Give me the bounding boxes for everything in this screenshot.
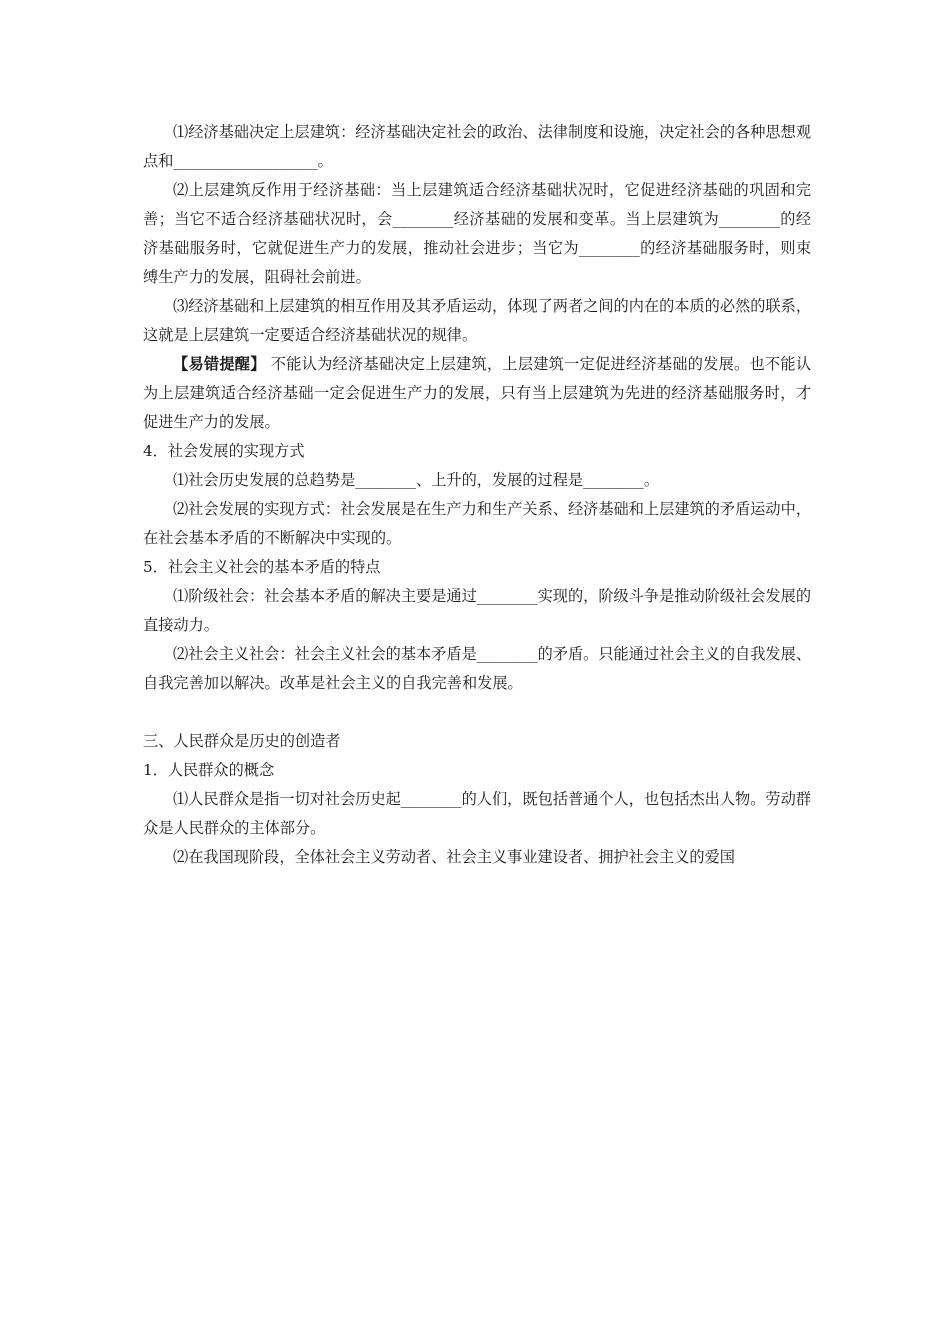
paragraph-socialist-society: ⑵社会主义社会：社会主义社会的基本矛盾是________的矛盾。只能通过社会主义的自我发展、自我完善加以解决。改革是社会主义的自我完善和发展。 [143, 645, 811, 692]
heading-5: 5．社会主义社会的基本矛盾的特点 [143, 558, 381, 576]
paragraph-class-society: ⑴阶级社会：社会基本矛盾的解决主要是通过________实现的，阶级斗争是推动阶级社会发展的直接动力。 [143, 587, 811, 634]
heading-1: 1．人民群众的概念 [143, 761, 275, 779]
paragraph-people-definition: ⑴人民群众是指一切对社会历史起________的人们，既包括普通个人，也包括杰出人物。劳动群众是人民群众的主体部分。 [143, 790, 811, 837]
paragraph-superstructure-reacts: ⑵上层建筑反作用于经济基础：当上层建筑适合经济基础状况时，它促进经济基础的巩固和完善；当它不适合经济基础状况时，会________经济基础的发展和变革。当上层建筑为________的经济基础服务时，它就促进生产力的发展，推动社会进步；当它为________的经济基础服务时，则束缚生产力的发展，阻碍社会前进。 [143, 181, 811, 286]
document-body [143, 118, 811, 872]
error-tip-body: 不能认为经济基础决定上层建筑，上层建筑一定促进经济基础的发展。也不能认为上层建筑适合经济基础一定会促进生产力的发展，只有当上层建筑为先进的经济基础服务时，才促进生产力的发展。 [143, 355, 812, 431]
paragraph-current-stage: ⑵在我国现阶段，全体社会主义劳动者、社会主义事业建设者、拥护社会主义的爱国 [173, 848, 735, 866]
section-gap [143, 698, 811, 727]
paragraph-realization: ⑵社会发展的实现方式：社会发展是在生产力和生产关系、经济基础和上层建筑的矛盾运动中，在社会基本矛盾的不断解决中实现的。 [143, 500, 811, 547]
section-heading-3: 三、人民群众是历史的创造者 [143, 732, 341, 750]
paragraph-interaction-law: ⑶经济基础和上层建筑的相互作用及其矛盾运动，体现了两者之间的内在的本质的必然的联系，这就是上层建筑一定要适合经济基础状况的规律。 [143, 297, 811, 344]
heading-4: 4．社会发展的实现方式 [143, 442, 305, 460]
paragraph-error-tip [143, 350, 811, 437]
paragraph-economic-base-determines: ⑴经济基础决定上层建筑：经济基础决定社会的政治、法律制度和设施，决定社会的各种思想观点和___________________。 [143, 123, 811, 170]
error-tip-label: 【易错提醒】 [173, 355, 266, 373]
paragraph-trend: ⑴社会历史发展的总趋势是________、上升的，发展的过程是________。 [173, 471, 659, 489]
